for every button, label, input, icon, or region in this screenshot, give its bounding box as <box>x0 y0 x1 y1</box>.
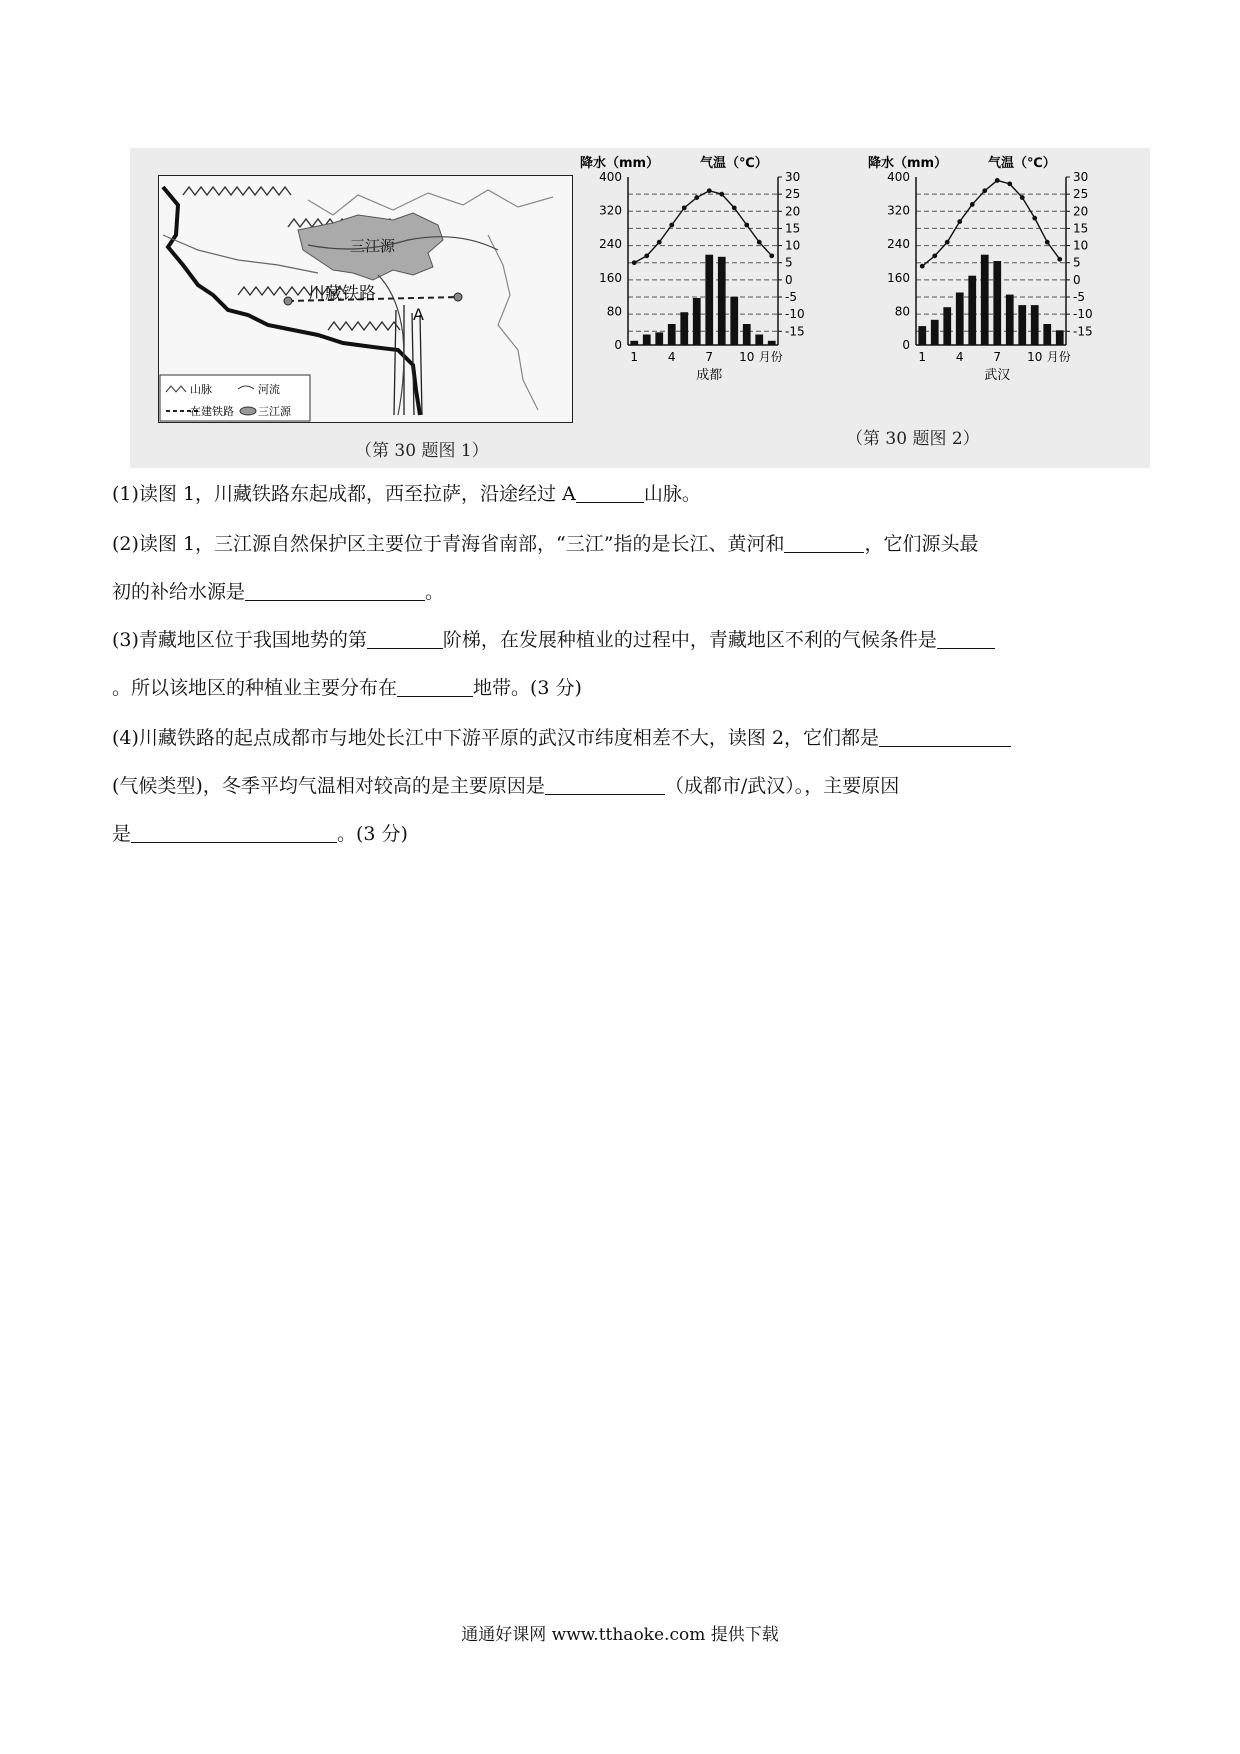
x-tick-label: 1 <box>630 350 639 364</box>
precip-bar <box>981 255 989 345</box>
y-right-tick-label: -15 <box>785 324 805 339</box>
y-left-tick-label: 320 <box>887 203 910 218</box>
y-right-tick-label: 5 <box>1073 255 1081 270</box>
y-left-tick-label: 240 <box>887 237 910 252</box>
question-3-line-2: 。所以该地区的种植业主要分布在 地带。(3 分) <box>112 677 582 699</box>
precip-bar <box>680 312 688 345</box>
city-label: 成都 <box>696 368 723 383</box>
question-4-line-3: 是 。(3 分) <box>112 823 408 845</box>
y-left-tick-label: 160 <box>599 270 622 285</box>
precip-bar <box>931 320 939 345</box>
y-left-tick-label: 0 <box>614 338 622 352</box>
precip-bar <box>1031 305 1039 345</box>
y-right-tick-label: 10 <box>1073 238 1089 253</box>
y-right-tick-label: 15 <box>1073 221 1089 236</box>
y-right-tick-label: -5 <box>785 290 797 304</box>
map-figure-1 <box>158 175 573 423</box>
temperature-point <box>970 202 975 207</box>
y-left-tick-label: 0 <box>902 338 910 352</box>
railway-end-lhasa <box>284 297 292 305</box>
temperature-point <box>719 192 724 197</box>
x-tick-label: 10 <box>1027 350 1043 364</box>
railway-end-chengdu <box>454 293 462 301</box>
temperature-point <box>732 205 737 210</box>
temperature-line <box>922 180 1060 266</box>
x-tick-label: 4 <box>667 350 676 364</box>
precip-bar <box>768 341 776 345</box>
y-left-tick-label: 320 <box>599 203 622 218</box>
city-label: 武汉 <box>984 368 1011 383</box>
temperature-point <box>669 223 674 228</box>
y-left-tick-label: 400 <box>887 170 910 184</box>
temperature-point <box>694 195 699 200</box>
answer-blank[interactable] <box>937 630 995 649</box>
y-right-tick-label: -15 <box>1073 324 1093 339</box>
temperature-point <box>707 188 712 193</box>
question-2-line-2: 初的补给水源是 。 <box>112 581 445 603</box>
point-a-label: A <box>413 305 424 324</box>
precip-bar <box>730 297 738 345</box>
temperature-point <box>769 253 774 258</box>
precip-bar <box>943 307 951 345</box>
figure-1-caption: （第 30 题图 1） <box>355 441 489 461</box>
legend-source-icon <box>240 407 256 415</box>
answer-blank[interactable] <box>131 824 337 843</box>
precip-bar <box>630 341 638 345</box>
temperature-point <box>682 205 687 210</box>
precip-bar <box>956 293 964 346</box>
y-right-tick-label: -10 <box>1073 307 1093 322</box>
y-right-tick-label: -10 <box>785 307 805 322</box>
precip-bar <box>705 255 713 345</box>
temperature-point <box>1007 181 1012 186</box>
footer: 通通好课网 www.tthaoke.com 提供下载 <box>461 1625 779 1645</box>
precip-bar <box>655 332 663 345</box>
x-tick-label: 7 <box>705 350 714 364</box>
question-4-line-1: (4)川藏铁路的起点成都市与地处长江中下游平原的武汉市纬度相差不大，读图 2，它们都是 <box>112 726 1011 750</box>
temperature-point <box>920 264 925 269</box>
y-left-tick-label: 80 <box>606 304 622 319</box>
y-right-tick-label: 20 <box>1073 204 1089 219</box>
precip-bar <box>668 324 676 345</box>
precip-bar <box>743 324 751 345</box>
question-3-line-1: (3)青藏地区位于我国地势的第 阶梯，在发展种植业的过程中，青藏地区不利的气候条件是 <box>112 628 995 652</box>
legend-railway: 在建铁路 <box>190 405 234 418</box>
x-tick-label: 1 <box>918 350 927 364</box>
answer-blank[interactable] <box>545 776 665 795</box>
y-right-tick-label: 30 <box>1073 170 1089 184</box>
y-right-tick-label: 25 <box>1073 187 1089 202</box>
temperature-point <box>982 188 987 193</box>
question-1: (1)读图 1，川藏铁路东起成都，西至拉萨，沿途经过 A 山脉。 <box>112 483 701 505</box>
temperature-point <box>1057 257 1062 262</box>
y-right-tick-label: 0 <box>785 272 793 287</box>
temperature-line <box>634 191 772 263</box>
temperature-point <box>644 253 649 258</box>
figure-2-caption: （第 30 题图 2） <box>846 429 980 449</box>
temperature-point <box>757 240 762 245</box>
answer-blank[interactable] <box>784 534 864 553</box>
y-left-tick-label: 400 <box>599 170 622 184</box>
temperature-point <box>932 253 937 258</box>
y-right-tick-label: 20 <box>785 204 801 219</box>
y-left-tick-label: 80 <box>894 304 910 319</box>
precip-bar <box>1006 295 1014 345</box>
temperature-point <box>1045 240 1050 245</box>
precip-bar <box>1043 324 1051 345</box>
precip-bar <box>1018 305 1026 345</box>
temperature-point <box>1020 195 1025 200</box>
precip-bar <box>993 261 1001 345</box>
x-tick-label: 10 <box>739 350 755 364</box>
legend-river: 河流 <box>258 383 280 396</box>
temperature-point <box>1032 216 1037 221</box>
precip-bar <box>755 335 763 346</box>
legend-source: 三江源 <box>258 405 291 418</box>
precip-bar <box>918 326 926 345</box>
precip-bar <box>1056 330 1064 345</box>
temperature-point <box>632 260 637 265</box>
precip-bar <box>643 335 651 346</box>
climate-chart-chengdu <box>580 155 850 425</box>
question-2-line-1: (2)读图 1，三江源自然保护区主要位于青海省南部，“三江”指的是长江、黄河和 ，它们源头最 <box>112 533 979 555</box>
railway-label: 川藏铁路 <box>308 284 376 304</box>
y-left-tick-label: 240 <box>599 237 622 252</box>
precip-bar <box>718 257 726 345</box>
precip-bar <box>693 298 701 345</box>
y-right-tick-label: 0 <box>1073 272 1081 287</box>
temperature-point <box>945 240 950 245</box>
y-right-tick-label: 30 <box>785 170 801 184</box>
answer-blank[interactable] <box>245 582 425 601</box>
legend-mountain: 山脉 <box>190 383 212 396</box>
y-right-tick-label: 10 <box>785 238 801 253</box>
x-unit-label: 月份 <box>758 350 783 364</box>
y-left-label: 降水（mm） <box>868 156 948 171</box>
x-tick-label: 4 <box>955 350 964 364</box>
precip-bar <box>968 276 976 345</box>
x-tick-label: 7 <box>993 350 1002 364</box>
answer-blank[interactable] <box>397 678 473 697</box>
y-right-label: 气温（℃） <box>988 156 1056 171</box>
y-right-tick-label: 5 <box>785 255 793 270</box>
y-right-tick-label: 25 <box>785 187 801 202</box>
x-unit-label: 月份 <box>1046 350 1071 364</box>
temperature-point <box>957 219 962 224</box>
question-4-line-2: (气候类型)，冬季平均气温相对较高的是主要原因是 （成都市/武汉）。，主要原因 <box>112 775 900 797</box>
y-right-label: 气温（℃） <box>700 156 768 171</box>
answer-blank[interactable] <box>367 630 443 649</box>
y-left-label: 降水（mm） <box>580 156 660 171</box>
y-right-tick-label: 15 <box>785 221 801 236</box>
y-right-tick-label: -5 <box>1073 290 1085 304</box>
y-left-tick-label: 160 <box>887 270 910 285</box>
temperature-point <box>744 223 749 228</box>
sanjiangyuan-label: 三江源 <box>350 237 396 255</box>
temperature-point <box>995 178 1000 183</box>
answer-blank[interactable] <box>879 728 1011 747</box>
temperature-point <box>657 240 662 245</box>
climate-chart-wuhan <box>868 155 1138 425</box>
answer-blank[interactable] <box>576 484 644 503</box>
